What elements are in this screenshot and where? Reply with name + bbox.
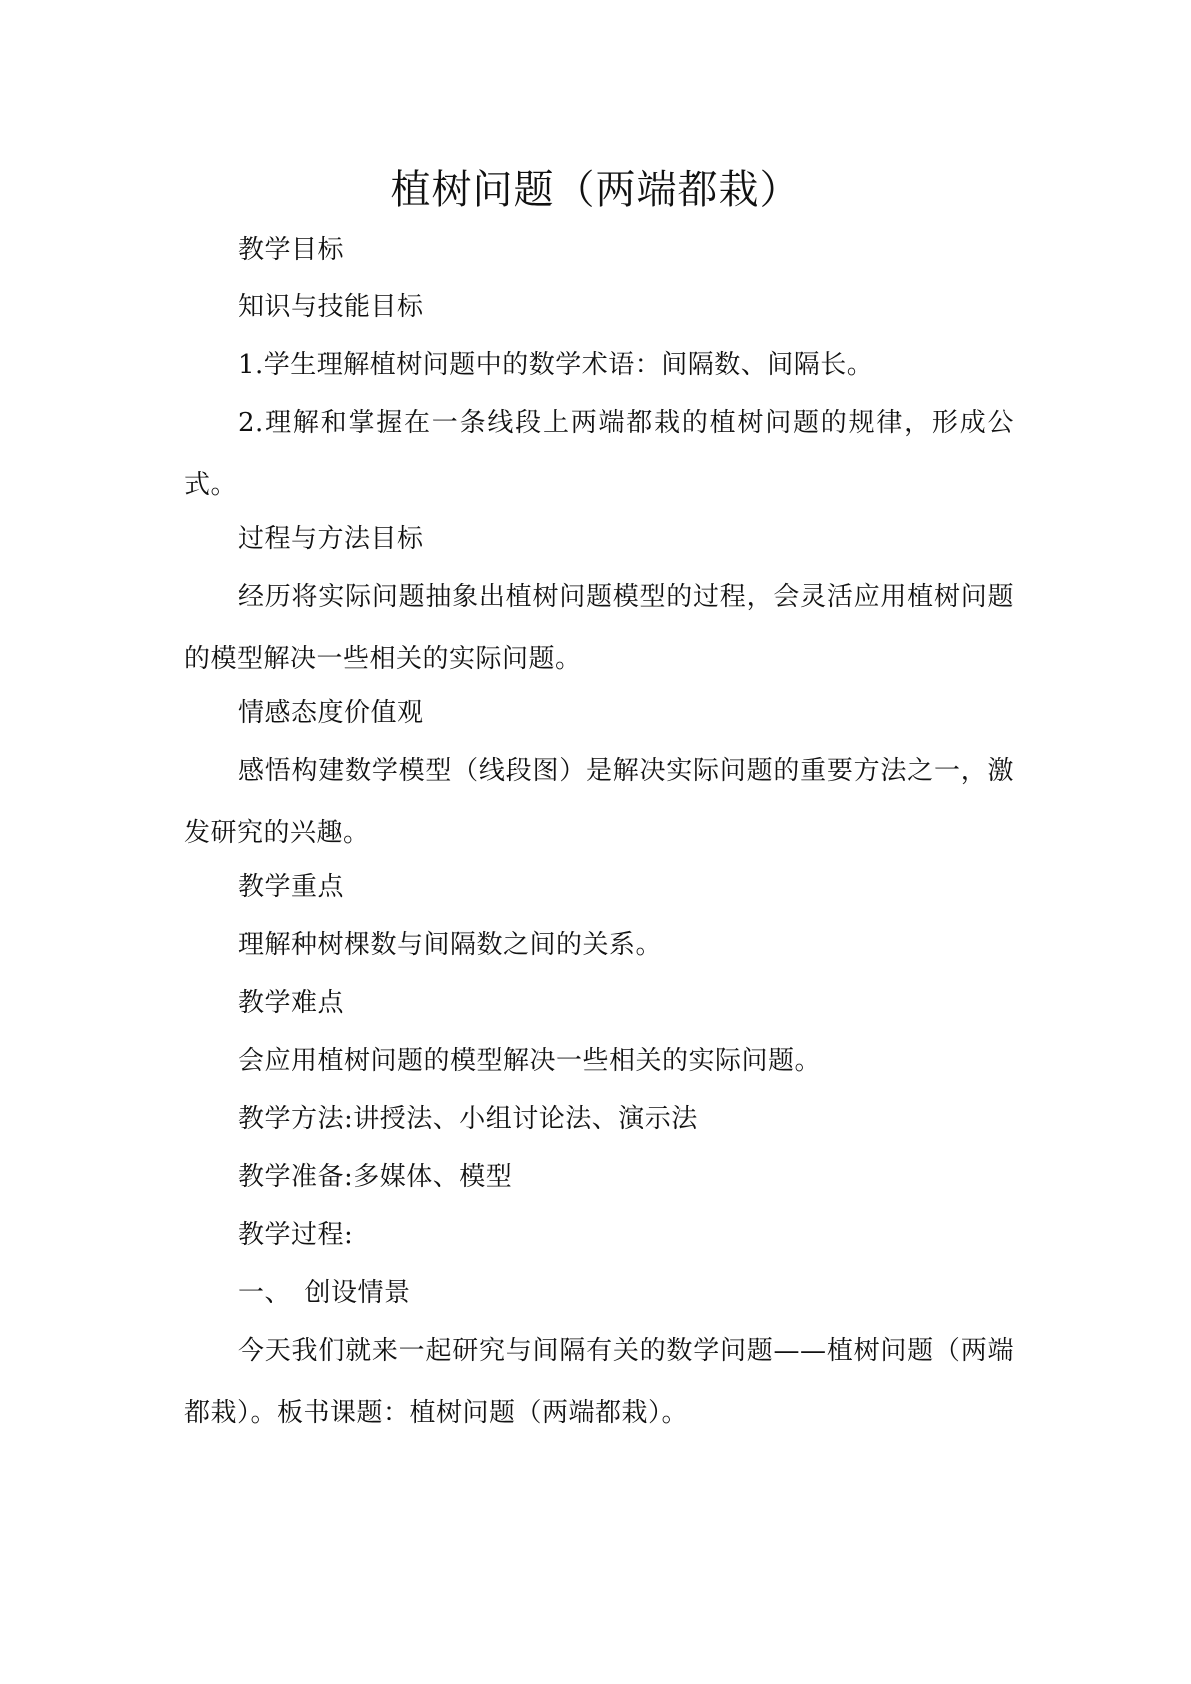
heading-emotion-values: 情感态度价值观 (238, 698, 424, 728)
heading-difficulties: 教学难点 (238, 988, 345, 1018)
document-title: 植树问题（两端都栽） (390, 167, 801, 213)
paragraph-emotion-values: 感悟构建数学模型（线段图）是解决实际问题的重要方法之一，激发研究的兴趣。 (184, 756, 1014, 848)
heading-create-situation: 一、 创设情景 (238, 1278, 411, 1308)
heading-teaching-process: 教学过程: (238, 1220, 354, 1250)
heading-teaching-objectives: 教学目标 (238, 235, 345, 265)
paragraph-introduction: 今天我们就来一起研究与间隔有关的数学问题——植树问题（两端都栽）。板书课题：植树问题（两端都栽）。 (184, 1336, 1014, 1428)
paragraph-objective-2: 2.理解和掌握在一条线段上两端都栽的植树问题的规律，形成公式。 (184, 408, 1014, 500)
paragraph-teaching-methods: 教学方法:讲授法、小组讨论法、演示法 (238, 1104, 698, 1134)
heading-key-points: 教学重点 (238, 872, 345, 902)
heading-process-method: 过程与方法目标 (238, 524, 424, 554)
paragraph-objective-1: 1.学生理解植树问题中的数学术语：间隔数、间隔长。 (238, 350, 874, 380)
paragraph-key-points: 理解种树棵数与间隔数之间的关系。 (238, 930, 663, 960)
paragraph-difficulties: 会应用植树问题的模型解决一些相关的实际问题。 (238, 1046, 822, 1076)
paragraph-process-method: 经历将实际问题抽象出植树问题模型的过程，会灵活应用植树问题的模型解决一些相关的实际问题。 (184, 582, 1014, 674)
heading-knowledge-skills: 知识与技能目标 (238, 292, 424, 322)
paragraph-teaching-preparation: 教学准备:多媒体、模型 (238, 1162, 513, 1192)
